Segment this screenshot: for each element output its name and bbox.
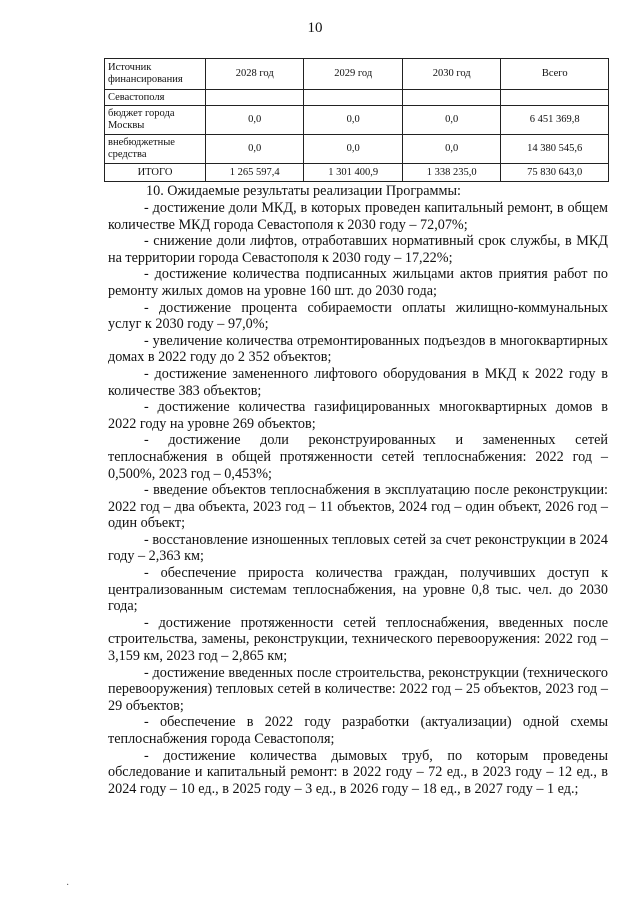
list-item: - увеличение количества отремонтированных подъездов в многоквартирных домах в 2022 году до 2 352 объектов; <box>108 332 608 366</box>
column-header: Всего <box>501 59 609 90</box>
row-label: Севастополя <box>105 90 206 106</box>
table-cell: 0,0 <box>402 135 500 164</box>
table-cell: 0,0 <box>304 135 402 164</box>
list-item: - достижение доли реконструированных и замененных сетей теплоснабжения в общей протяженности сетей теплоснабжения: 2022 год – 0,500%, 2023 год – 0,453%; <box>108 432 608 482</box>
table-header-row <box>105 59 609 90</box>
table-cell: 1 301 400,9 <box>304 164 402 182</box>
table-cell <box>501 90 609 106</box>
column-header: 2029 год <box>304 59 402 90</box>
list-item: - обеспечение в 2022 году разработки (актуализации) одной схемы теплоснабжения города Севастополя; <box>108 714 608 747</box>
list-item: - обеспечение прироста количества граждан, получивших доступ к централизованным системам теплоснабжения, на уровне 0,8 тыс. чел. до 2030 года; <box>108 565 608 615</box>
table-cell: 1 265 597,4 <box>206 164 304 182</box>
list-item: - достижение количества газифицированных многоквартирных домов в 2022 году на уровне 269 объектов; <box>108 399 608 432</box>
table-cell: 14 380 545,6 <box>501 135 609 164</box>
table-row <box>105 135 609 164</box>
section-heading: 10. Ожидаемые результаты реализации Программы: <box>146 183 461 199</box>
list-item: - снижение доли лифтов, отработавших нормативный срок службы, в МКД на территории города Севастополя к 2030 году – 17,22%; <box>108 233 608 266</box>
list-item: - достижение количества дымовых труб, по которым проведены обследование и капитальный ремонт: в 2022 году – 72 ед., в 2023 году – 12 ед., в 2024 году – 10 ед., в 2025 году – 3 ед., в 2026 году – 18 ед., в 2027 году – 1 ед.; <box>108 747 608 797</box>
list-item: - достижение процента собираемости оплаты жилищно-коммунальных услуг к 2030 году – 97,0%; <box>108 299 608 333</box>
list-item: - восстановление изношенных тепловых сетей за счет реконструкции в 2024 году – 2,363 км; <box>108 531 608 565</box>
column-header: 2028 год <box>206 59 304 90</box>
financing-table <box>104 58 609 182</box>
page-number: 10 <box>307 20 323 36</box>
table-cell: 0,0 <box>206 135 304 164</box>
table-cell <box>402 90 500 106</box>
list-item: - достижение доли МКД, в которых проведен капитальный ремонт, в общем количестве МКД города Севастополя к 2030 году – 72,07%; <box>108 200 608 233</box>
row-label: ИТОГО <box>105 164 206 182</box>
table-cell <box>206 90 304 106</box>
table-cell: 75 830 643,0 <box>501 164 609 182</box>
list-item: - достижение количества подписанных жильцами актов приятия работ по ремонту жилых домов на уровне 160 шт. до 2030 года; <box>108 266 608 299</box>
table-cell: 0,0 <box>304 106 402 135</box>
list-item: - достижение замененного лифтового оборудования в МКД к 2022 году в количестве 383 объектов; <box>108 365 608 399</box>
results-list <box>108 200 608 797</box>
table-total-row <box>105 164 609 182</box>
column-header: 2030 год <box>402 59 500 90</box>
table-cell: 0,0 <box>206 106 304 135</box>
table-cell: 6 451 369,8 <box>501 106 609 135</box>
list-item: - достижение протяженности сетей теплоснабжения, введенных после строительства, замены, реконструкции, технического перевооружения: 2022 год – 3,159 км, 2023 год – 2,865 км; <box>108 614 608 665</box>
list-item: - введение объектов теплоснабжения в эксплуатацию после реконструкции: 2022 год – два объекта, 2023 год – 11 объектов, 2024 год – один объект, 2026 год – один объект; <box>108 482 608 532</box>
column-header: Источник финансирования <box>105 59 206 90</box>
scan-dot: · <box>66 880 70 891</box>
table-row <box>105 90 609 106</box>
table-row <box>105 106 609 135</box>
list-item: - достижение введенных после строительства, реконструкции (технического перевооружения) тепловых сетей в количестве: 2022 год – 25 объектов, 2023 год – 29 объектов; <box>108 664 608 714</box>
row-label: внебюджетные средства <box>105 135 206 164</box>
table-cell: 1 338 235,0 <box>402 164 500 182</box>
table-cell <box>304 90 402 106</box>
row-label: бюджет города Москвы <box>105 106 206 135</box>
table-cell: 0,0 <box>402 106 500 135</box>
